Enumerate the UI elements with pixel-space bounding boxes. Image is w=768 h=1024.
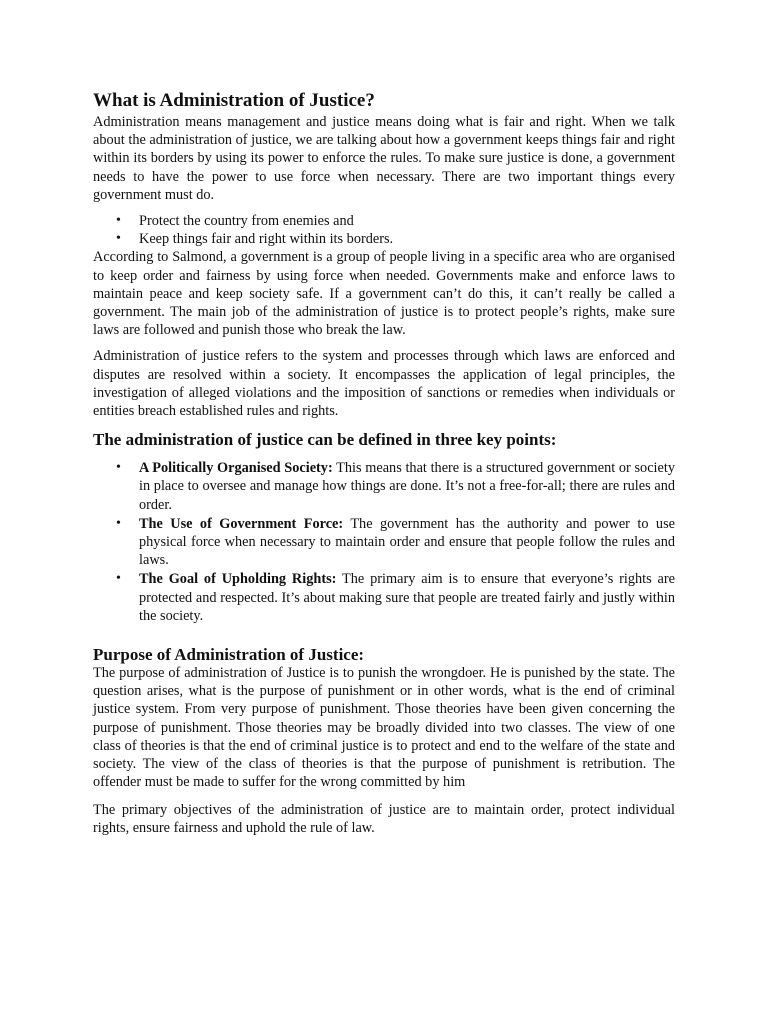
list-item: [139, 459, 675, 514]
list-item: [139, 570, 675, 625]
definition-paragraph: Administration of justice refers to the system and processes through which laws are enforced and disputes are resolved within a society. It encompasses the application of legal principles, the investigation of alleged violations and the imposition of sanctions or remedies when individuals or entities breach established rules and rights.: [93, 348, 675, 420]
page-title: What is Administration of Justice?: [93, 90, 375, 111]
point-term: The Use of Government Force:: [139, 515, 344, 532]
point-text: The primary aim is to ensure that everyone’s rights are protected and respected. It’s about making sure that people are treated fairly and justly within the society.: [139, 571, 675, 624]
list-item: • Protect the country from enemies and: [139, 212, 675, 230]
purpose-paragraph: The purpose of administration of Justice is to punish the wrongdoer. He is punished by the state. The question arises, what is the purpose of punishment or in other words, what is the end of criminal justice system. From very purpose of punishment. Those theories have been given concerning the purpose of punishment. Those theories may be broadly divided into two classes. The view of one class of theories is that the end of criminal justice is to protect and end to the welfare of the state and society. The view of the class of theories is that the purpose of punishment is retribution. The offender must be made to suffer for the wrong committed by him: [93, 665, 675, 791]
key-points-heading: The administration of justice can be defined in three key points:: [93, 430, 557, 450]
list-item: • Keep things fair and right within its borders.: [139, 230, 675, 248]
objectives-paragraph: The primary objectives of the administration of justice are to maintain order, protect individual rights, ensure fairness and uphold the rule of law.: [93, 801, 675, 836]
document-page: [93, 88, 675, 837]
salmond-paragraph: According to Salmond, a government is a group of people living in a specific area who are organised to keep order and fairness by using force when needed. Governments make and enforce laws to maintain peace and keep society safe. If a government can’t do this, it can’t really be called a government. The main job of the administration of justice is to protect people’s rights, make sure laws are followed and punish those who break the law.: [93, 249, 675, 339]
point-text: The government has the authority and power to use physical force when necessary to maintain order and ensure that people follow the rules and laws.: [139, 515, 675, 569]
list-item: [139, 515, 675, 570]
point-term: The Goal of Upholding Rights:: [139, 571, 337, 588]
duties-list: [93, 212, 675, 248]
point-term: A Politically Organised Society:: [139, 460, 333, 477]
intro-paragraph: Administration means management and justice means doing what is fair and right. When we talk about the administration of justice, we are talking about how a government keeps things fair and right within its borders by using its power to enforce the rules. To make sure justice is done, a government needs to have the power to use force when necessary. There are two important things every government must do.: [93, 114, 675, 203]
key-points-list: [93, 459, 675, 625]
purpose-heading: Purpose of Administration of Justice:: [93, 645, 365, 665]
point-text: This means that there is a structured government or society in place to oversee and manage how things are done. It’s not a free-for-all; there are rules and order.: [139, 460, 675, 513]
